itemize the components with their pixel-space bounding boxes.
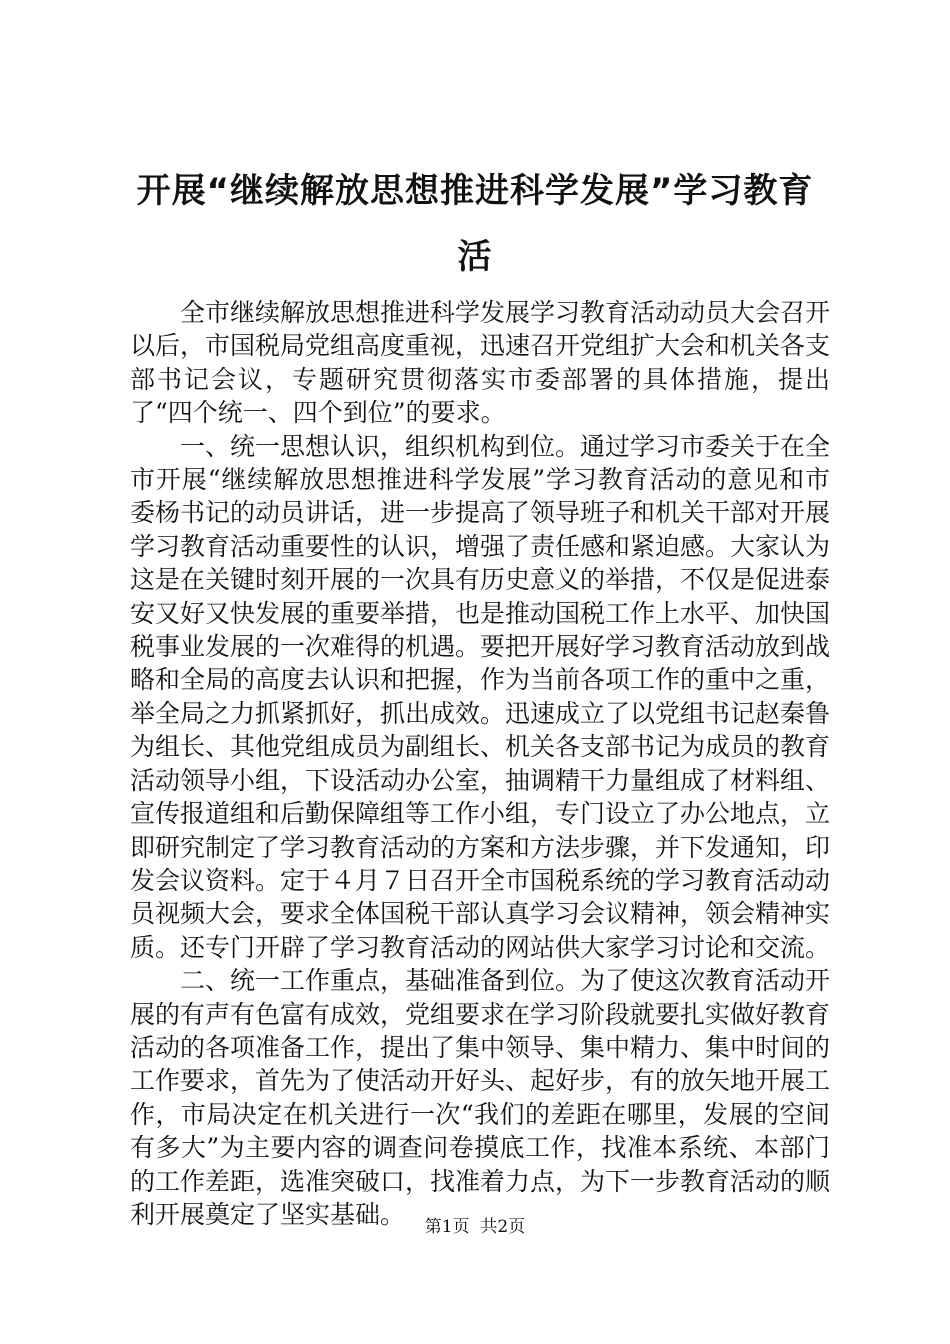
page-total: 共2页 — [480, 1217, 526, 1237]
page-number: 第1页 — [424, 1217, 470, 1237]
paragraph-section-one: 一、统一思想认识，组织机构到位。通过学习市委关于在全市开展“继续解放思想推进科学发展”学习教育活动的意见和市委杨书记的动员讲话，进一步提高了领导班子和机关干部对开展学习教育活动重要性的认识，增强了责任感和紧迫感。大家认为这是在关键时刻开展的一次具有历史意义的举措，不仅是促进泰安又好又快发展的重要举措，也是推动国税工作上水平、加快国税事业发展的一次难得的机遇。要把开展好学习教育活动放到战略和全局的高度去认识和把握，作为当前各项工作的重中之重，举全局之力抓紧抓好，抓出成效。迅速成立了以党组书记赵秦鲁为组长、其他党组成员为副组长、机关各支部书记为成员的教育活动领导小组，下设活动办公室，抽调精干力量组成了材料组、宣传报道组和后勤保障组等工作小组，专门设立了办公地点，立即研究制定了学习教育活动的方案和方法步骤，并下发通知，印发会议资料。定于４月７日召开全市国税系统的学习教育活动动员视频大会，要求全体国税干部认真学习会议精神，领会精神实质。还专门开辟了学习教育活动的网站供大家学习讨论和交流。 — [130, 431, 831, 962]
document-title: 开展“继续解放思想推进科学发展”学习教育活 — [136, 171, 814, 277]
document-body — [130, 296, 830, 1231]
paragraph-intro: 全市继续解放思想推进科学发展学习教育活动动员大会召开以后，市国税局党组高度重视，迅速召开党组扩大会和机关各支部书记会议，专题研究贯彻落实市委部署的具体措施，提出了“四个统一、四个到位”的要求。 — [130, 298, 831, 428]
paragraph-section-two: 二、统一工作重点，基础准备到位。为了使这次教育活动开展的有声有色富有成效，党组要求在学习阶段就要扎实做好教育活动的各项准备工作，提出了集中领导、集中精力、集中时间的工作要求，首先为了使活动开好头、起好步，有的放矢地开展工作，市局决定在机关进行一次“我们的差距在哪里，发展的空间有多大”为主要内容的调查问卷摸底工作，找准本系统、本部门的工作差距，选准突破口，找准着力点，为下一步教育活动的顺利开展奠定了坚实基础。 — [130, 966, 831, 1229]
page-footer — [0, 1216, 950, 1238]
footer-spacer — [470, 1217, 481, 1237]
